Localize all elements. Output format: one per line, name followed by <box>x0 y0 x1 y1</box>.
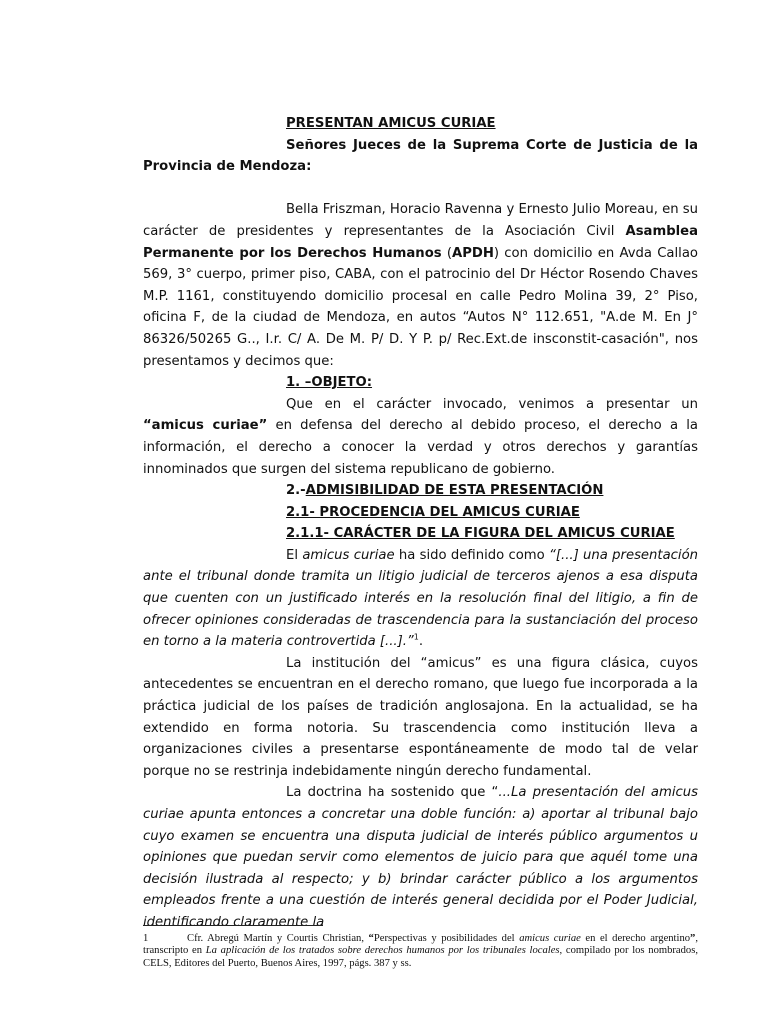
definition-text: El <box>286 547 303 563</box>
footnote <box>143 933 698 970</box>
definition-paragraph <box>143 545 698 653</box>
amicus-curiae-term: “amicus curiae” <box>143 418 268 434</box>
objeto-paragraph <box>143 394 698 480</box>
section-heading-caracter: 2.1.1- CARÁCTER DE LA FIGURA DEL AMICUS CURIAE <box>286 526 675 542</box>
amicus-term: amicus curiae <box>302 547 395 563</box>
footnote-segment: Cfr. Abregú Martín y Courtis Christian, <box>187 933 369 944</box>
objeto-text: Que en el carácter invocado, venimos a presentar un <box>286 396 698 412</box>
definition-text: . <box>418 634 424 650</box>
intro-text: ( <box>441 245 453 261</box>
section-title: ADMISIBILIDAD DE ESTA PRESENTACIÓN <box>305 483 604 499</box>
footnote-segment: “ <box>368 933 374 944</box>
doctrine-text: La doctrina ha sostenido que “ <box>286 785 499 801</box>
doctrine-quote: ...La presentación del amicus curiae apunta entonces a concretar una doble función: a) aportar al tribunal bajo cuyo examen se encuentra una disputa judicial de interés público argumentos u opiniones que puedan servir como elementos de juicio para que aquél tome una decisión ilustrada al respecto; y b) brindar carácter público a los argumentos empleados frente a una cuestión de interés general decidida por el Poder Judicial, identificando claramente la <box>143 785 698 930</box>
footnote-divider <box>143 925 323 926</box>
footnote-segment: , transcripto en <box>143 933 698 957</box>
intro-text: ) con domicilio en Avda Callao 569, 3° cuerpo, primer piso, CABA, con el patrocinio del Dr Héctor Rosendo Chaves M.P. 1161, constituyendo domicilio procesal en calle Pedro Molina 39, 2° Piso, oficina F, de la ciudad de Mendoza, en autos “Autos N° 112.651, "A.de M. En J° 86326/50265 G.., I.r. C/ A. De M. P/ D. Y P. p/ Rec.Ext.de insconstit-casación", nos presentamos y decimos que: <box>143 245 698 369</box>
definition-quote: “[...] una presentación ante el tribunal donde tramita un litigio judicial de terceros ajenos a esa disputa que cuenten con un justificado interés en la resolución final del litigio, a fin de ofrecer opiniones consideradas de trascendencia para la sustanciación del proceso en torno a la materia controvertida [...].” <box>143 547 698 650</box>
intro-text: Bella Friszman, Horacio Ravenna y Ernesto Julio Moreau, en su carácter de presidentes y representantes de la Asociación Civil <box>143 202 698 239</box>
footnote-segment: ” <box>690 933 696 944</box>
intro-paragraph <box>143 199 698 372</box>
section-number: 2.- <box>286 483 306 499</box>
footnote-segment: Perspectivas y posibilidades del <box>373 933 520 944</box>
section-heading-procedencia: 2.1- PROCEDENCIA DEL AMICUS CURIAE <box>286 504 580 520</box>
objeto-text: en defensa del derecho al debido proceso, el derecho a la información, el derecho a conocer la verdad y otros derechos y garantías innominados que surgen del sistema republicano de gobierno. <box>143 418 699 477</box>
document-title: PRESENTAN AMICUS CURIAE <box>286 116 496 131</box>
doctrine-paragraph <box>143 782 698 933</box>
addressee <box>143 135 698 178</box>
footnote-segment: , compilado por los nombrados, CELS, Editores del Puerto, Buenos Aires, 1997, págs. 387 y ss. <box>143 945 698 969</box>
organization-acronym: APDH <box>452 245 494 261</box>
institution-paragraph: La institución del “amicus” es una figura clásica, cuyos antecedentes se encuentran en el derecho romano, que luego fue incorporada a la práctica judicial de los países de tradición anglosajona. En la actualidad, se ha extendido en forma notoria. Su trascendencia como institución lleva a organizaciones civiles a presentarse espontáneamente de modo tal de velar porque no se restrinja indebidamente ningún derecho fundamental. <box>143 655 698 779</box>
section-heading-objeto: 1. –OBJETO: <box>286 375 373 391</box>
footnote-text <box>143 933 698 970</box>
section-heading-admisibilidad <box>143 480 698 502</box>
footnote-reference[interactable]: 1 <box>413 632 419 642</box>
addressee-line-1: Señores Jueces de la Suprema Corte de Justicia de la <box>286 137 698 153</box>
footnote-segment: en el derecho argentino <box>580 933 691 944</box>
addressee-line-2: Provincia de Mendoza: <box>143 159 312 175</box>
document-body <box>143 113 698 934</box>
footnote-number: 1 <box>143 933 149 944</box>
organization-name: Asamblea Permanente por los Derechos Humanos <box>143 223 698 261</box>
footnote-segment: La aplicación de los tratados sobre derechos humanos por los tribunales locales <box>205 945 560 957</box>
footnote-segment: amicus curiae <box>519 933 581 944</box>
definition-text: ha sido definido como <box>394 547 550 563</box>
